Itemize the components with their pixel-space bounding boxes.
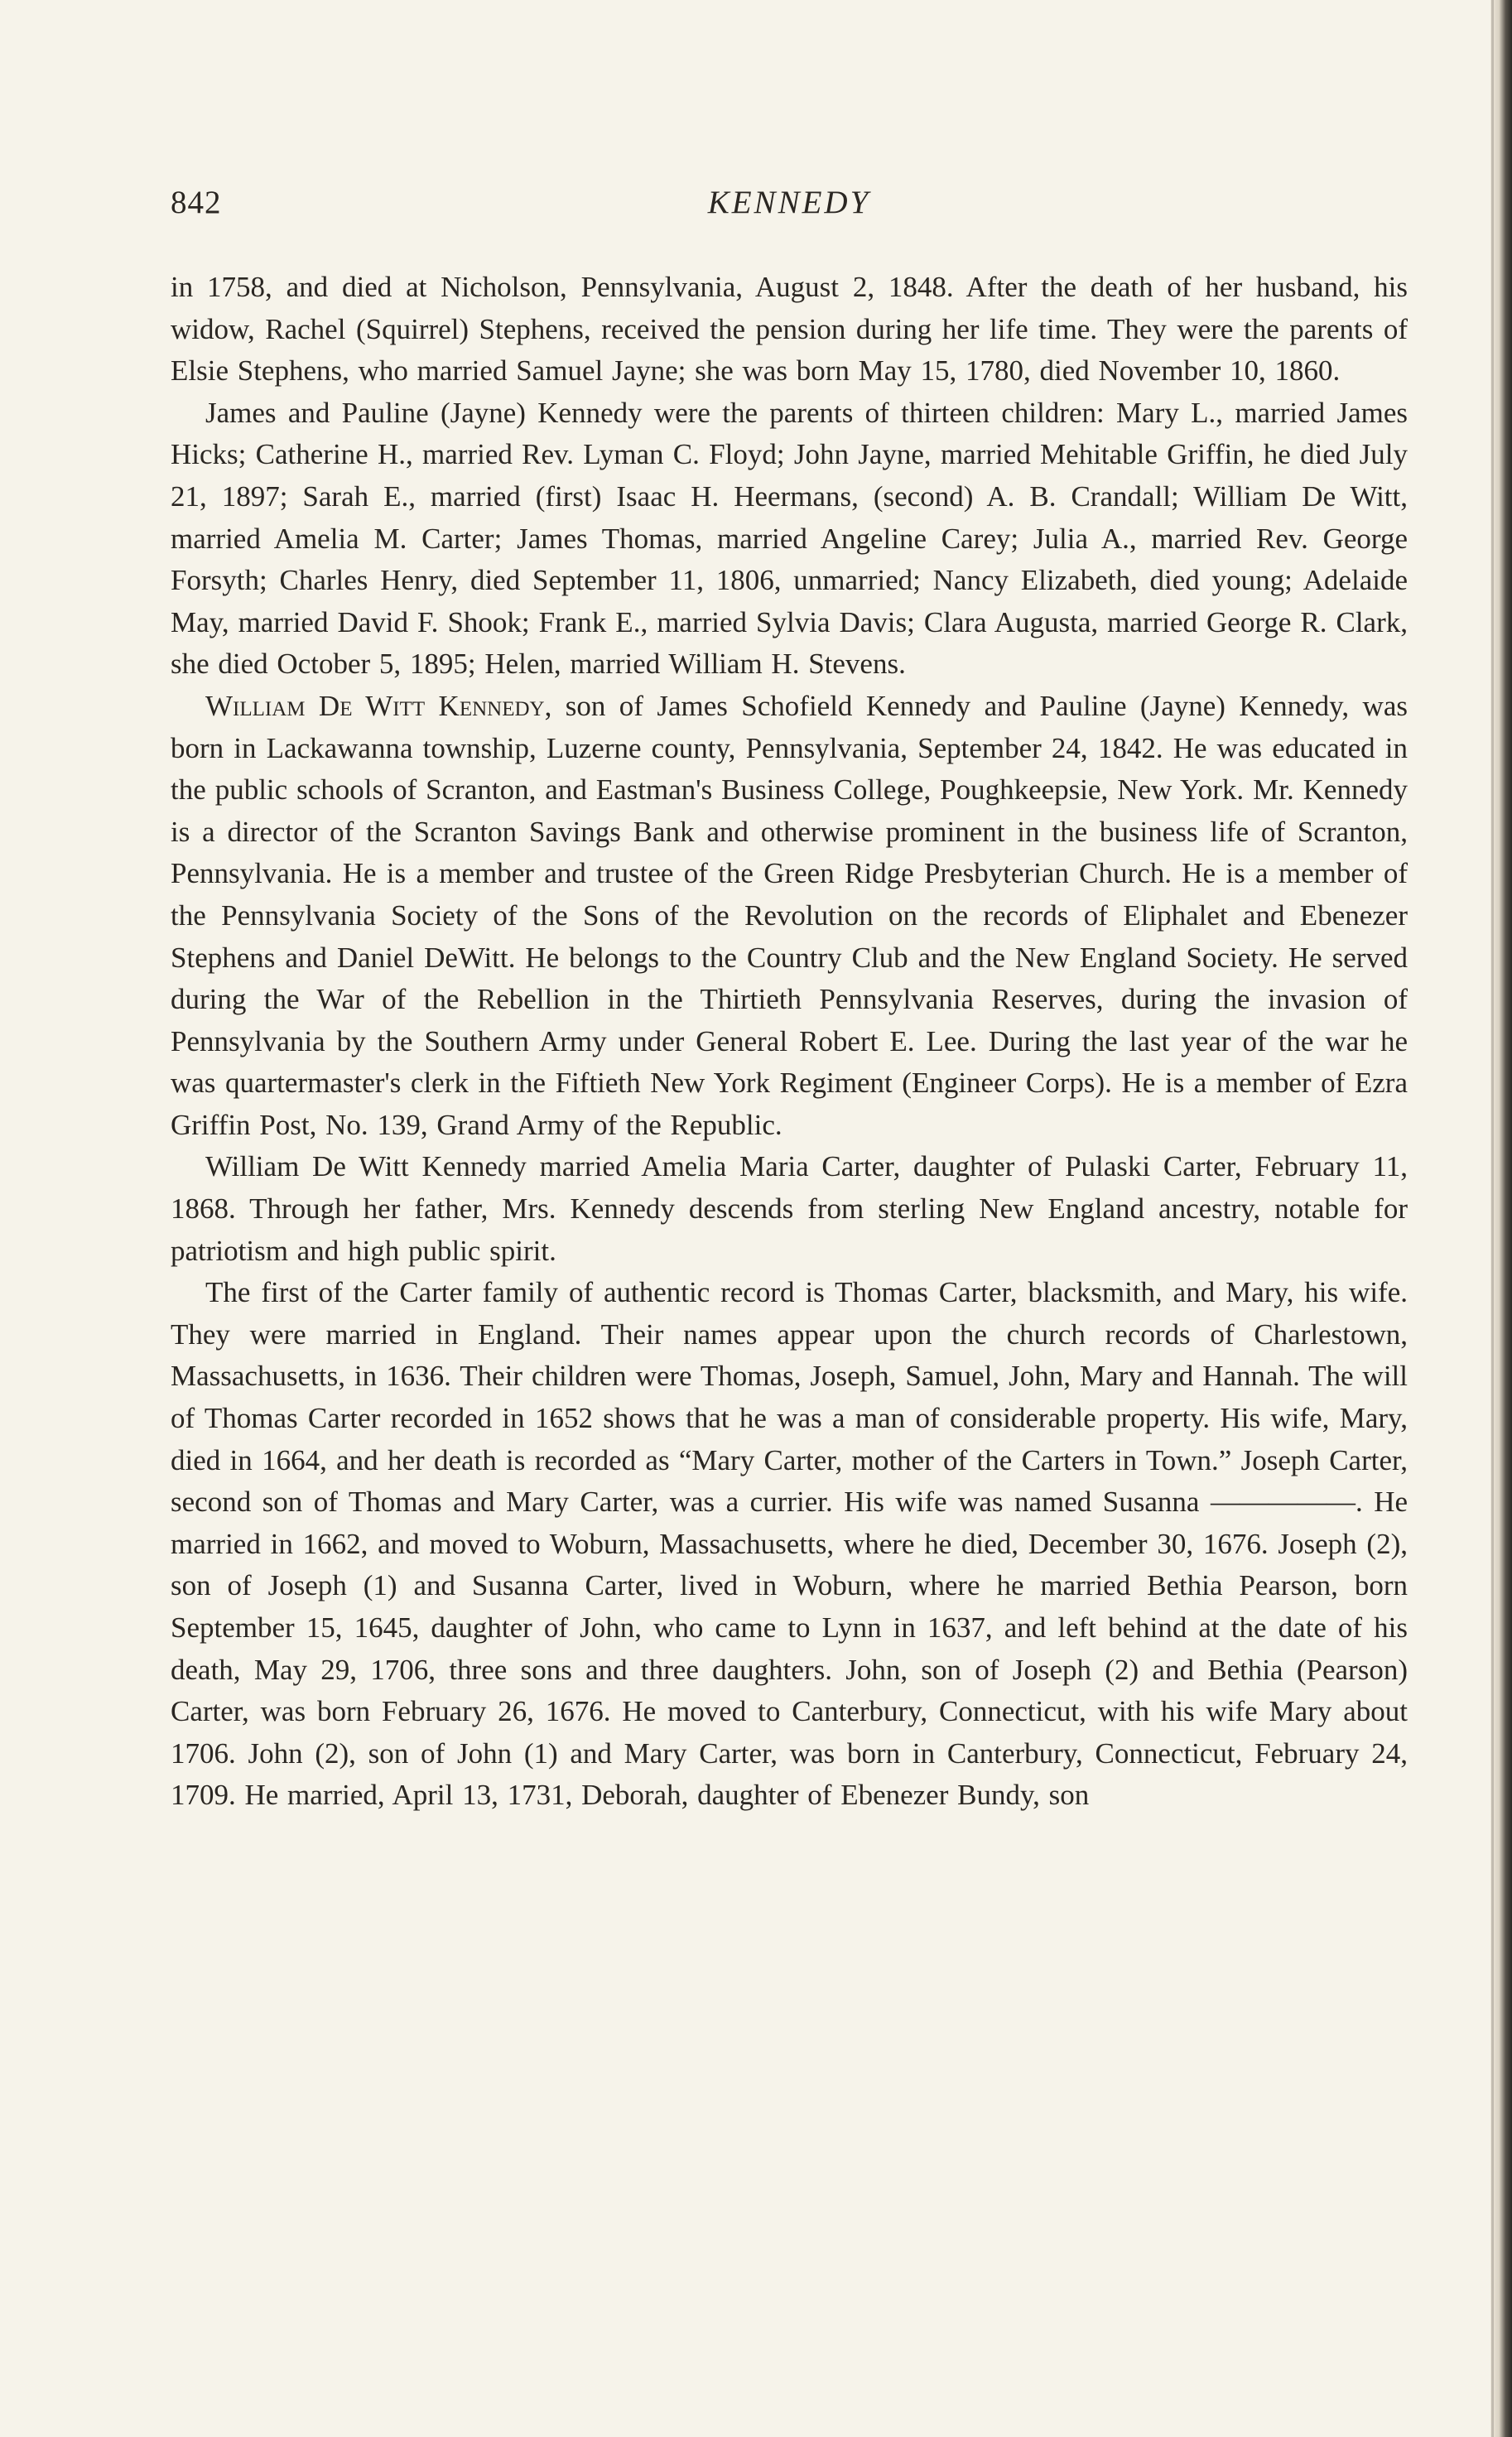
- paragraph-4-text: William De Witt Kennedy married Amelia Maria Carter, daughter of Pulaski Carter, February 11, 1868. Through her father, Mrs. Kennedy descends from sterling New England ancestry, notable for patriotism and high public spirit.: [171, 1150, 1408, 1267]
- paragraph-4: [171, 1146, 1408, 1272]
- paragraph-1: [171, 267, 1408, 393]
- paragraph-5-text: The first of the Carter family of authentic record is Thomas Carter, blacksmith, and Mary, his wife. They were married in England. Their names appear upon the church records of Charlestown, Massachusetts, in 1636. Their children were Thomas, Joseph, Samuel, John, Mary and Hannah. The will of Thomas Carter recorded in 1652 shows that he was a man of considerable property. His wife, Mary, died in 1664, and her death is recorded as “Mary Carter, mother of the Carters in Town.” Joseph Carter, second son of Thomas and Mary Carter, was a currier. His wife was named Susanna —————. He married in 1662, and moved to Woburn, Massachusetts, where he died, December 30, 1676. Joseph (2), son of Joseph (1) and Susanna Carter, lived in Woburn, where he married Bethia Pearson, born September 15, 1645, daughter of John, who came to Lynn in 1637, and left behind at the date of his death, May 29, 1706, three sons and three daughters. John, son of Joseph (2) and Bethia (Pearson) Carter, was born February 26, 1676. He moved to Canterbury, Connecticut, with his wife Mary about 1706. John (2), son of John (1) and Mary Carter, was born in Canterbury, Connecticut, February 24, 1709. He married, April 13, 1731, Deborah, daughter of Ebenezer Bundy, son: [171, 1276, 1408, 1812]
- running-title: KENNEDY: [707, 185, 871, 220]
- paragraph-2-text: James and Pauline (Jayne) Kennedy were the parents of thirteen children: Mary L., married James Hicks; Catherine H., married Rev. Lyman C. Floyd; John Jayne, married Mehitable Griffin, he died July 21, 1897; Sarah E., married (first) Isaac H. Heermans, (second) A. B. Crandall; William De Witt, married Amelia M. Carter; James Thomas, married Angeline Carey; Julia A., married Rev. George Forsyth; Charles Henry, died September 11, 1806, unmarried; Nancy Elizabeth, died young; Adelaide May, married David F. Shook; Frank E., married Sylvia Davis; Clara Augusta, married George R. Clark, she died October 5, 1895; Helen, married William H. Stevens.: [171, 396, 1408, 681]
- page-number: 842: [171, 185, 222, 220]
- body-text: [171, 267, 1408, 1817]
- paragraph-1-text: in 1758, and died at Nicholson, Pennsylvania, August 2, 1848. After the death of her husband, his widow, Rachel (Squirrel) Stephens, received the pension during her life time. They were the parents of Elsie Stephens, who married Samuel Jayne; she was born May 15, 1780, died November 10, 1860.: [171, 271, 1408, 388]
- paragraph-2: [171, 393, 1408, 686]
- paragraph-3-text: son of James Schofield Kennedy and Pauline (Jayne) Kennedy, was born in Lackawanna township, Luzerne county, Pennsylvania, September 24, 1842. He was educated in the public schools of Scranton, and Eastman's Business College, Poughkeepsie, New York. Mr. Kennedy is a director of the Scranton Savings Bank and otherwise prominent in the business life of Scranton, Pennsylvania. He is a member and trustee of the Green Ridge Presbyterian Church. He is a member of the Pennsylvania Society of the Sons of the Revolution on the records of Eliphalet and Ebenezer Stephens and Daniel DeWitt. He belongs to the Country Club and the New England Society. He served during the War of the Rebellion in the Thirtieth Pennsylvania Reserves, during the invasion of Pennsylvania by the Southern Army under General Robert E. Lee. During the last year of the war he was quartermaster's clerk in the Fiftieth New York Regiment (Engineer Corps). He is a member of Ezra Griffin Post, No. 139, Grand Army of the Republic.: [171, 689, 1408, 1141]
- paragraph-3-lead-name: William De Witt Kennedy,: [205, 689, 552, 722]
- paragraph-5: [171, 1272, 1408, 1817]
- paragraph-3: [171, 686, 1408, 1147]
- page-header: [171, 184, 1408, 230]
- page-edge-line: [1491, 0, 1494, 2437]
